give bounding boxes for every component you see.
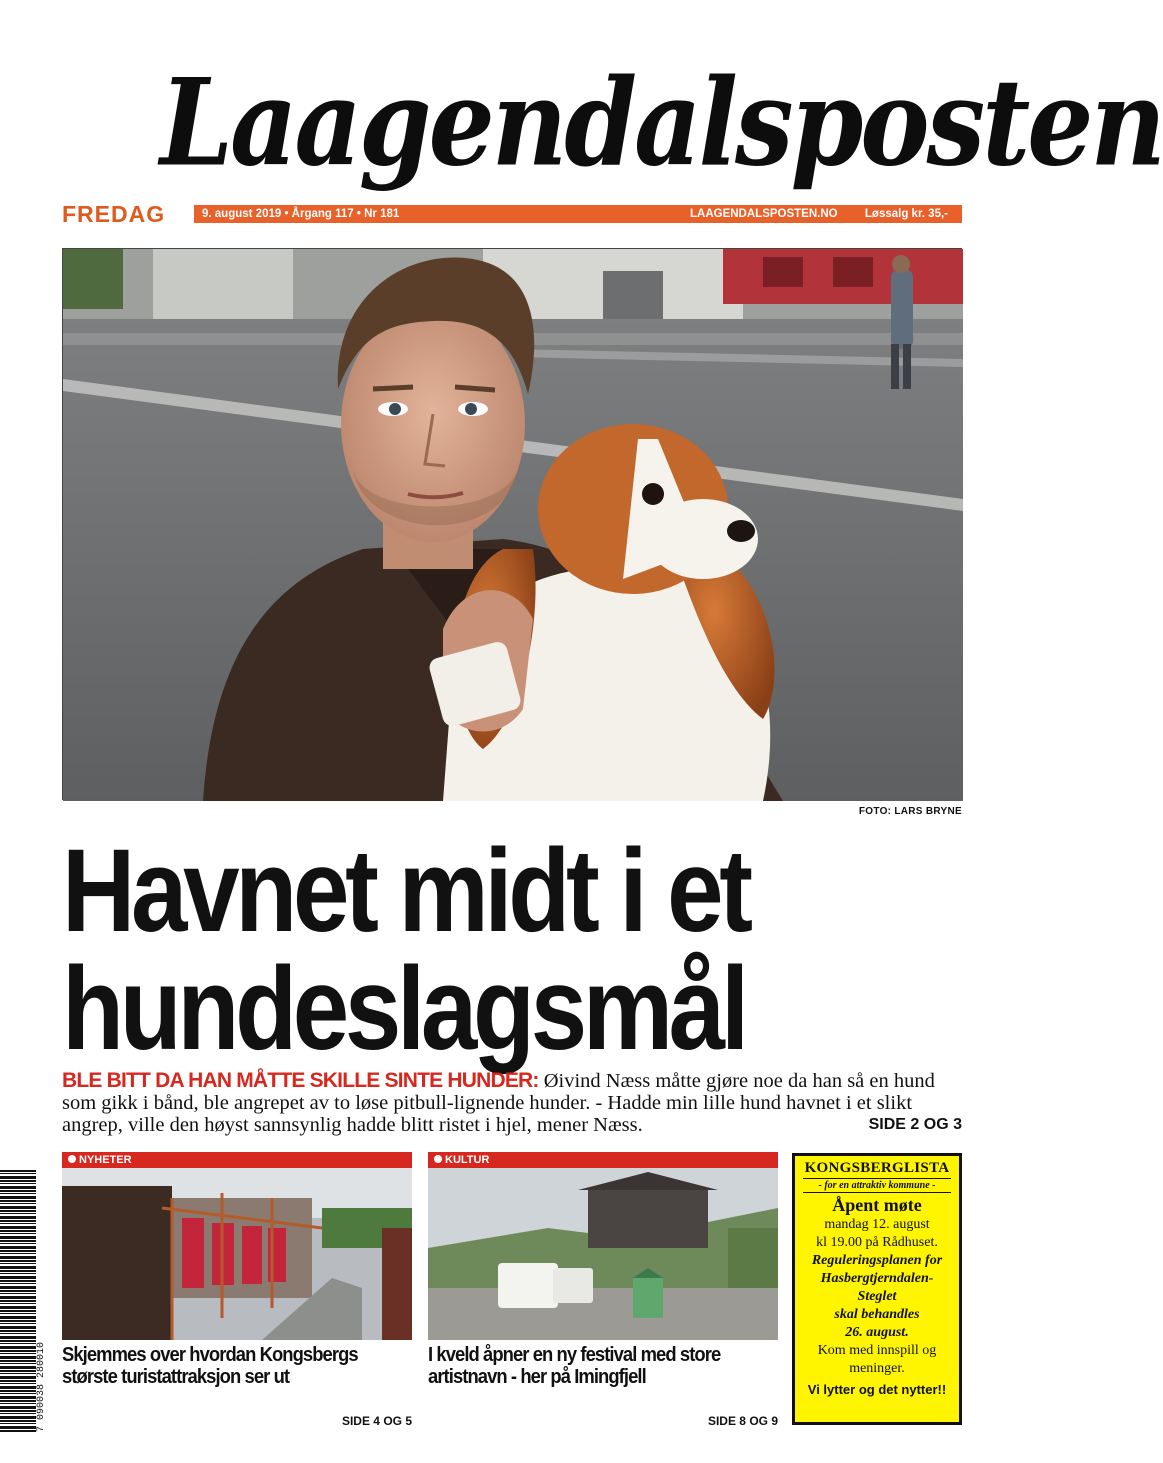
ad-time-place: kl 19.00 på Rådhuset.: [816, 1235, 938, 1250]
ad-divider: [803, 1192, 951, 1193]
ad-heading: Åpent møte: [832, 1195, 922, 1215]
main-headline[interactable]: [62, 825, 836, 1075]
ad-divider: [803, 1178, 951, 1179]
main-page-ref[interactable]: SIDE 2 OG 3: [868, 1116, 962, 1133]
teaser-photo-kultur-illustration: [428, 1168, 778, 1340]
main-photo: [62, 248, 962, 800]
teaser-title: I kveld åpner en ny festival med store artistnavn - her på Imingfjell: [428, 1344, 721, 1388]
teaser-photo: [62, 1168, 412, 1340]
main-photo-illustration: [63, 249, 963, 801]
bullet-icon: [68, 1155, 76, 1163]
ad-topic-5: 26. august.: [845, 1325, 909, 1340]
teaser-section-tag: [62, 1152, 412, 1168]
teaser-section-label: KULTUR: [445, 1154, 490, 1166]
website-link[interactable]: LAAGENDALSPOSTEN.NO: [690, 208, 838, 220]
price: Løssalg kr. 35,-: [864, 208, 948, 220]
lede-kicker: BLE BITT DA HAN MÅTTE SKILLE SINTE HUNDER:: [62, 1069, 539, 1092]
issue-bar: [194, 205, 962, 223]
headline-line-2: hundeslagsmål: [62, 943, 745, 1075]
teaser-photo: [428, 1168, 778, 1340]
headline-line-1: Havnet midt i et: [62, 825, 749, 957]
ad-footer: Vi lytter og det nytter!!: [807, 1382, 947, 1397]
weekday: FREDAG: [62, 201, 166, 227]
ad-date: mandag 12. august: [824, 1217, 930, 1232]
teaser-kultur[interactable]: [428, 1152, 778, 1428]
ad-title: KONGSBERGLISTA: [804, 1160, 950, 1176]
dateline: [62, 201, 962, 227]
issue-info: 9. august 2019 • Årgang 117 • Nr 181: [202, 208, 400, 220]
teaser-page-ref: SIDE 4 OG 5: [341, 1414, 412, 1428]
ad-subtitle: - for en attraktiv kommune -: [818, 1180, 936, 1191]
teaser-section-tag: [428, 1152, 778, 1168]
teaser-title: Skjemmes over hvordan Kongsbergs største turistattraksjon ser ut: [62, 1344, 358, 1388]
teaser-nyheter[interactable]: [62, 1152, 412, 1428]
bullet-icon: [434, 1155, 442, 1163]
lede-text: Øivind Næss måtte gjøre noe da han så en hund som gikk i bånd, ble angrepet av to løse pitbull-lignende hunder. - Hadde min lille hund havnet i et slikt angrep, ville den høyst sannsynlig hadde blitt ristet i hjel, mener Næss.: [62, 1070, 935, 1136]
main-lede: [62, 1070, 962, 1136]
ad-topic-3: Steglet: [857, 1289, 897, 1304]
teaser-section-label: NYHETER: [79, 1154, 132, 1166]
photo-credit: FOTO: LARS BRYNE: [858, 806, 962, 817]
ad-topic-2: Hasbergtjerndalen-: [820, 1271, 934, 1286]
ad-invite-2: meninger.: [849, 1361, 905, 1376]
teaser-photo-nyheter-illustration: [62, 1168, 412, 1340]
ad-invite-1: Kom med innspill og: [817, 1343, 937, 1358]
teaser-page-ref: SIDE 8 OG 9: [707, 1414, 778, 1428]
ad-topic-1: Reguleringsplanen for: [811, 1253, 943, 1268]
masthead-title: Laagendalsposten: [160, 51, 1163, 194]
barcode-number: 7 090038 280010: [36, 1341, 47, 1432]
ad-topic-4: skal behandles: [834, 1307, 920, 1322]
kongsberglista-ad[interactable]: [792, 1153, 962, 1425]
barcode: [0, 1170, 36, 1432]
